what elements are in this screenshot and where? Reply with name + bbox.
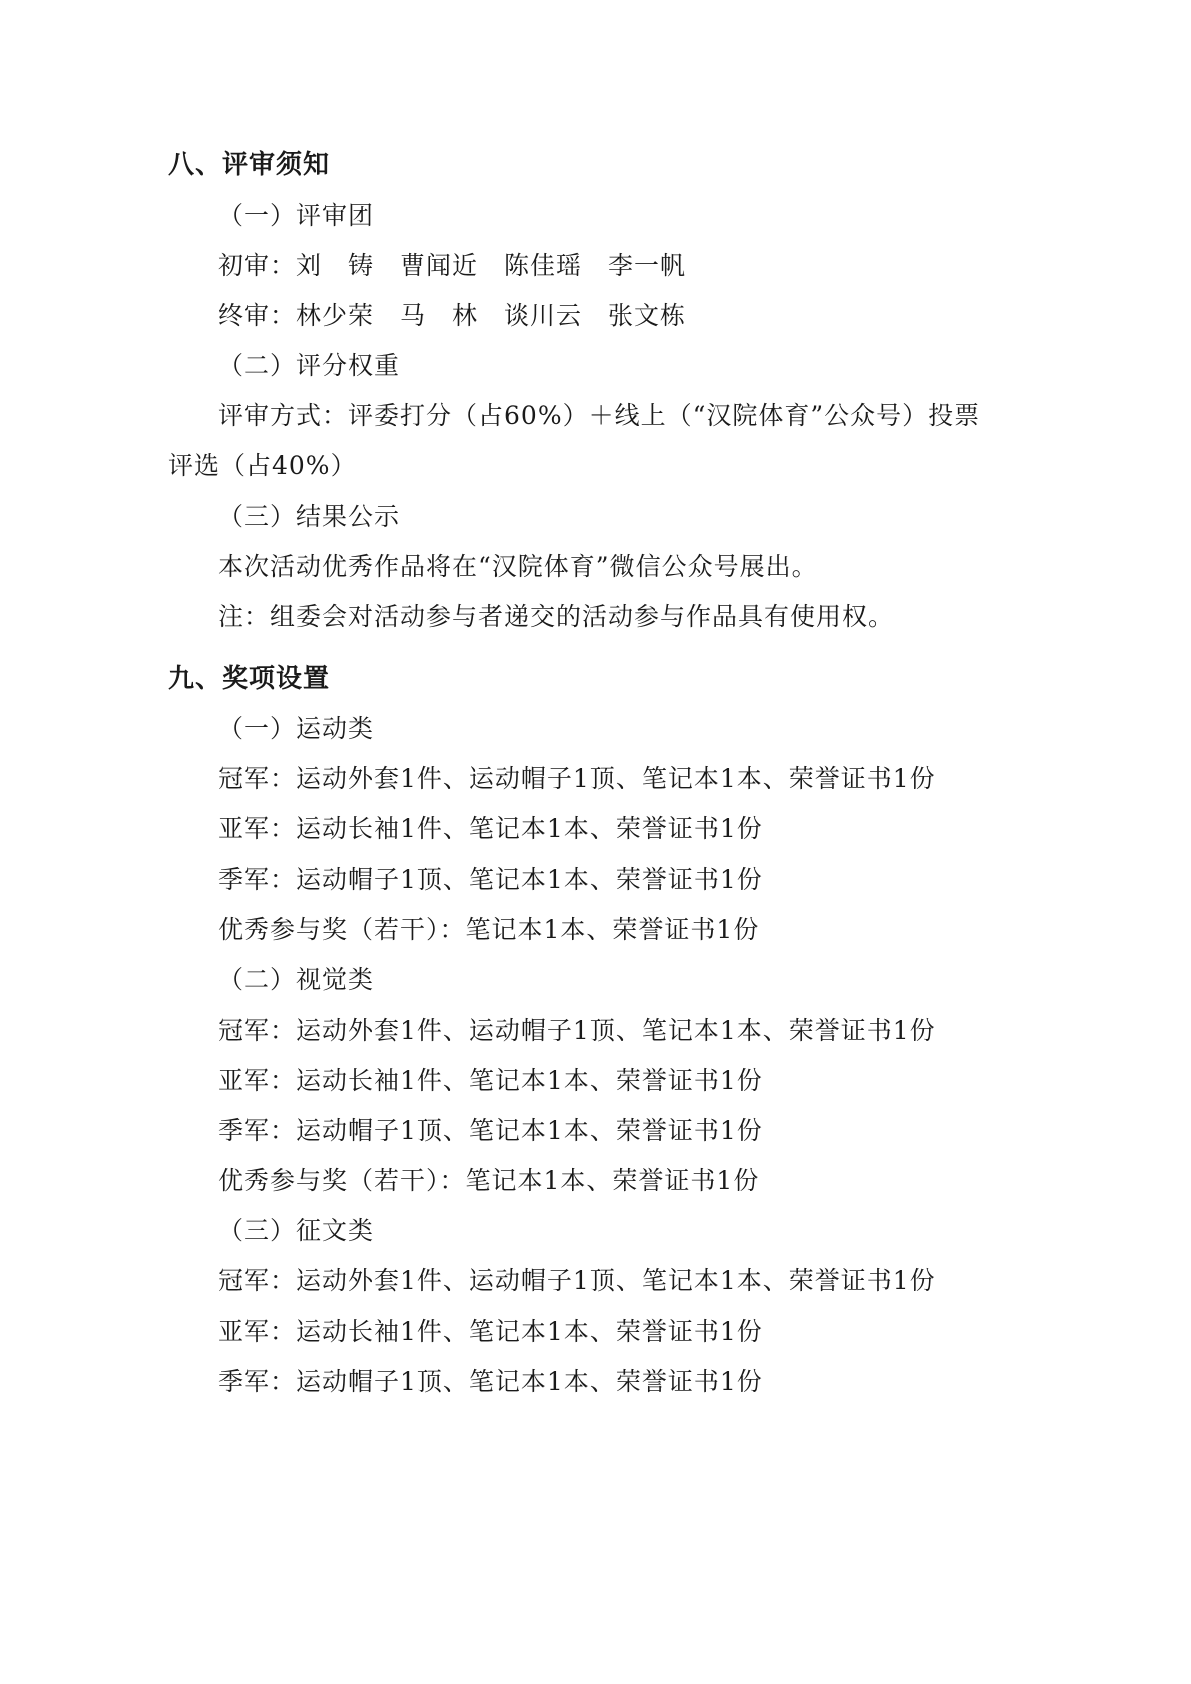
- display-statement: 本次活动优秀作品将在“汉院体育”微信公众号展出。: [218, 552, 818, 581]
- prize-line: 优秀参与奖（若干）：笔记本1本、荣誉证书1份: [218, 1166, 760, 1195]
- prize-line: 亚军：运动长袖1件、笔记本1本、荣誉证书1份: [218, 814, 763, 843]
- section-8-title: 八、评审须知: [168, 150, 331, 180]
- result-announcement-subtitle: （三）结果公示: [218, 502, 401, 531]
- review-method-line-1: 评审方式：评委打分（占60%）＋线上（“汉院体育”公众号）投票: [218, 401, 981, 430]
- category-essay-title: （三）征文类: [218, 1216, 375, 1245]
- usage-rights-note: 注：组委会对活动参与者递交的活动参与作品具有使用权。: [218, 602, 895, 631]
- prize-line: 季军：运动帽子1顶、笔记本1本、荣誉证书1份: [218, 865, 763, 894]
- section-9-title: 九、奖项设置: [168, 664, 331, 694]
- scoring-weight-subtitle: （二）评分权重: [218, 351, 401, 380]
- prize-line: 冠军：运动外套1件、运动帽子1顶、笔记本1本、荣誉证书1份: [218, 1016, 936, 1045]
- final-review-line: 终审：林少荣 马 林 谈川云 张文栋: [218, 301, 687, 330]
- prize-line: 冠军：运动外套1件、运动帽子1顶、笔记本1本、荣誉证书1份: [218, 764, 936, 793]
- review-panel-subtitle: （一）评审团: [218, 201, 375, 230]
- prize-line: 亚军：运动长袖1件、笔记本1本、荣誉证书1份: [218, 1317, 763, 1346]
- prize-line: 季军：运动帽子1顶、笔记本1本、荣誉证书1份: [218, 1116, 763, 1145]
- category-sports-title: （一）运动类: [218, 714, 375, 743]
- prize-line: 优秀参与奖（若干）：笔记本1本、荣誉证书1份: [218, 915, 760, 944]
- prize-line: 亚军：运动长袖1件、笔记本1本、荣誉证书1份: [218, 1066, 763, 1095]
- preliminary-review-line: 初审：刘 铸 曹闻近 陈佳瑶 李一帆: [218, 251, 687, 280]
- review-method-line-2: 评选（占40%）: [168, 451, 357, 480]
- category-visual-title: （二）视觉类: [218, 965, 375, 994]
- prize-line: 冠军：运动外套1件、运动帽子1顶、笔记本1本、荣誉证书1份: [218, 1266, 936, 1295]
- prize-line: 季军：运动帽子1顶、笔记本1本、荣誉证书1份: [218, 1367, 763, 1396]
